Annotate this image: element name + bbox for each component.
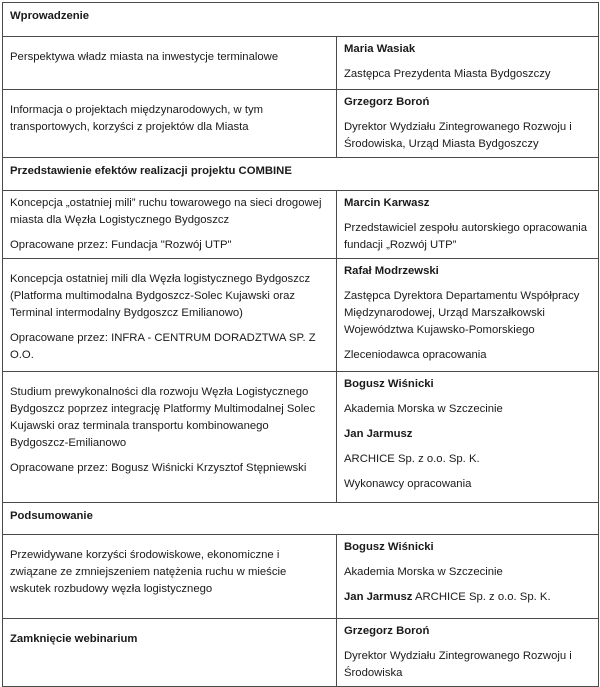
section-header-row — [3, 503, 599, 535]
agenda-row — [3, 191, 599, 259]
section-header-row — [3, 3, 599, 37]
agenda-row — [3, 535, 599, 619]
speaker-cell — [337, 90, 599, 158]
speaker-cell — [337, 259, 599, 372]
prepared-by: Opracowane przez: Bogusz Wiśnicki Krzysztof Stępniewski — [10, 462, 307, 474]
speaker-role: Zastępca Dyrektora Departamentu Współpracy Międzynarodowej, Urząd Marszałkowski Województwa Kujawsko-Pomorskiego — [344, 290, 580, 336]
agenda-row — [3, 259, 599, 372]
topic-text: Studium prewykonalności dla rozwoju Węzła Logistycznego Bydgoszcz poprzez integrację Platformy Multimodalnej Solec Kujawski oraz terminala transportu kombinowanego Bydgoszcz-Emilianowo — [10, 386, 316, 449]
speaker-cell — [337, 37, 599, 90]
speaker-note: Zleceniodawca opracowania — [344, 349, 487, 361]
speaker-name: Rafał Modrzewski — [344, 265, 439, 277]
speaker-line — [344, 589, 591, 606]
topic-text: Koncepcja ostatniej mili dla Węzła logistycznego Bydgoszcz (Platforma multimodalna Bydgoszcz-Solec Kujawski oraz Terminal intermodalny Bydgoszcz Emilianowo) — [10, 273, 311, 319]
speaker-name: Bogusz Wiśnicki — [344, 541, 434, 553]
speaker-name: Grzegorz Boroń — [344, 625, 430, 637]
section-title: Podsumowanie — [3, 503, 599, 535]
topic-cell — [3, 259, 337, 372]
topic-text: Informacja o projektach międzynarodowych, w tym transportowych, korzyści z projektów dla Miasta — [10, 104, 264, 133]
speaker-role: Akademia Morska w Szczecinie — [344, 403, 503, 415]
topic-cell — [3, 191, 337, 259]
topic-text: Perspektywa władz miasta na inwestycje terminalowe — [10, 51, 279, 63]
speaker-name: Jan Jarmusz — [344, 428, 413, 440]
topic-cell — [3, 619, 337, 687]
speaker-name: Grzegorz Boroń — [344, 96, 430, 108]
topic-cell — [3, 535, 337, 619]
agenda-table — [2, 2, 599, 687]
prepared-by: Opracowane przez: Fundacja "Rozwój UTP" — [10, 239, 232, 251]
speaker-cell — [337, 191, 599, 259]
speaker-cell — [337, 535, 599, 619]
agenda-document — [2, 2, 598, 687]
speaker-role: Przedstawiciel zespołu autorskiego opracowania fundacji „Rozwój UTP” — [344, 222, 588, 251]
prepared-by: Opracowane przez: INFRA - CENTRUM DORADZTWA SP. Z O.O. — [10, 332, 316, 361]
agenda-row — [3, 619, 599, 687]
section-header-row — [3, 158, 599, 191]
speaker-role: ARCHICE Sp. z o.o. Sp. K. — [344, 453, 480, 465]
agenda-row — [3, 372, 599, 503]
agenda-row — [3, 90, 599, 158]
topic-cell — [3, 90, 337, 158]
speaker-cell — [337, 372, 599, 503]
speaker-role: Dyrektor Wydziału Zintegrowanego Rozwoju i Środowiska — [344, 650, 572, 679]
speaker-note: Wykonawcy opracowania — [344, 478, 472, 490]
topic-cell — [3, 372, 337, 503]
topic-text: Przewidywane korzyści środowiskowe, ekonomiczne i związane ze zmniejszeniem natężenia ruchu w mieście wskutek rozbudowy węzła logistycznego — [10, 549, 287, 595]
speaker-cell — [337, 619, 599, 687]
topic-cell — [3, 37, 337, 90]
topic-text: Koncepcja „ostatniej mili” ruchu towarowego na sieci drogowej miasta dla Węzła Logistycznego Bydgoszcz — [10, 197, 322, 226]
speaker-role: Dyrektor Wydziału Zintegrowanego Rozwoju i Środowiska, Urząd Miasta Bydgoszczy — [344, 121, 572, 150]
speaker-role: Akademia Morska w Szczecinie — [344, 566, 503, 578]
closing-title: Zamknięcie webinarium — [10, 633, 138, 645]
speaker-role: ARCHICE Sp. z o.o. Sp. K. — [412, 591, 551, 603]
speaker-role: Zastępca Prezydenta Miasta Bydgoszczy — [344, 68, 551, 80]
speaker-name: Jan Jarmusz — [344, 591, 413, 603]
speaker-name: Bogusz Wiśnicki — [344, 378, 434, 390]
section-title: Wprowadzenie — [3, 3, 599, 37]
section-title: Przedstawienie efektów realizacji projektu COMBINE — [3, 158, 599, 191]
speaker-name: Maria Wasiak — [344, 43, 416, 55]
agenda-row — [3, 37, 599, 90]
speaker-name: Marcin Karwasz — [344, 197, 430, 209]
